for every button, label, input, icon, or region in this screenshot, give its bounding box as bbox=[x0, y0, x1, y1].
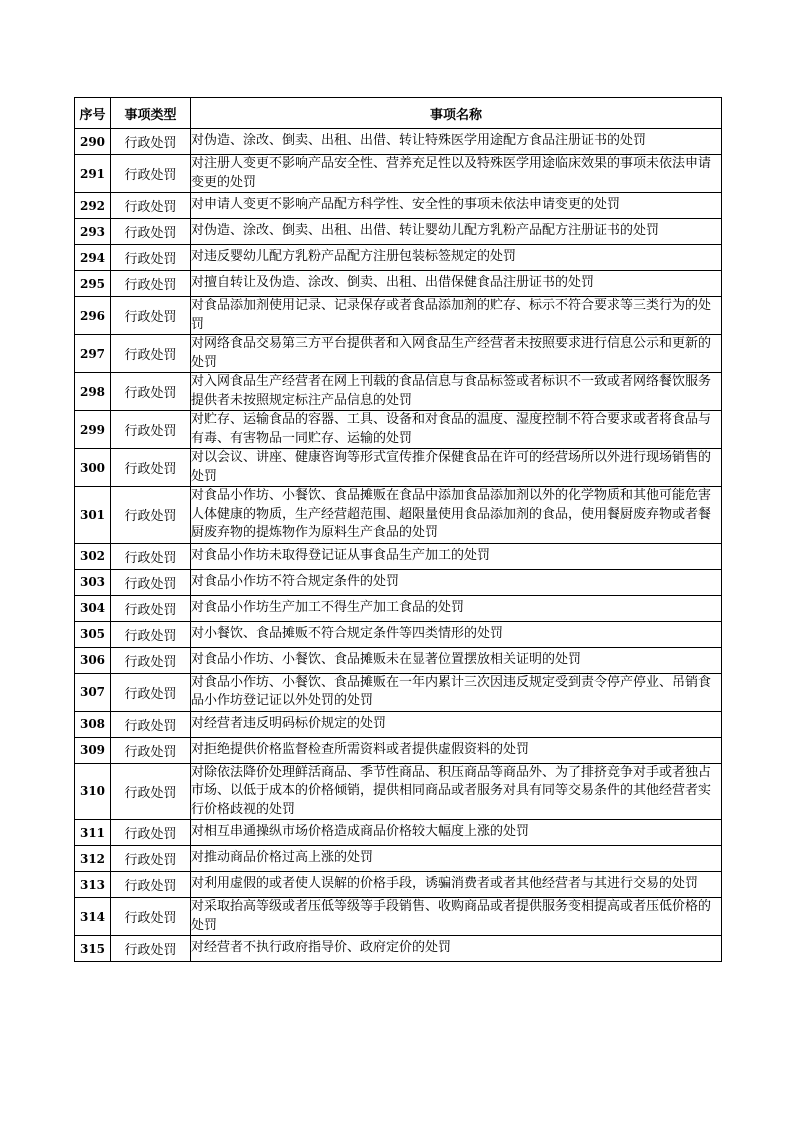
row-number: 297 bbox=[75, 335, 111, 373]
row-number: 302 bbox=[75, 543, 111, 569]
row-name: 对网络食品交易第三方平台提供者和入网食品生产经营者未按照要求进行信息公示和更新的处罚 bbox=[191, 335, 722, 373]
row-number: 298 bbox=[75, 373, 111, 411]
row-name: 对经营者违反明码标价规定的处罚 bbox=[191, 711, 722, 737]
row-type: 行政处罚 bbox=[111, 155, 191, 193]
table-row bbox=[75, 373, 722, 411]
row-name: 对违反婴幼儿配方乳粉产品配方注册包装标签规定的处罚 bbox=[191, 245, 722, 271]
row-type: 行政处罚 bbox=[111, 411, 191, 449]
row-name: 对食品小作坊、小餐饮、食品摊贩在食品中添加食品添加剂以外的化学物质和其他可能危害人体健康的物质，生产经营超范围、超限量使用食品添加剂的食品，使用餐厨废弃物或者餐厨废弃物的提炼物作为原料生产食品的处罚 bbox=[191, 487, 722, 544]
row-type: 行政处罚 bbox=[111, 449, 191, 487]
row-number: 305 bbox=[75, 621, 111, 647]
row-name: 对相互串通操纵市场价格造成商品价格较大幅度上涨的处罚 bbox=[191, 820, 722, 846]
items-table bbox=[74, 97, 722, 962]
row-type: 行政处罚 bbox=[111, 193, 191, 219]
row-name: 对伪造、涂改、倒卖、出租、出借、转让婴幼儿配方乳粉产品配方注册证书的处罚 bbox=[191, 219, 722, 245]
row-number: 304 bbox=[75, 595, 111, 621]
row-name: 对小餐饮、食品摊贩不符合规定条件等四类情形的处罚 bbox=[191, 621, 722, 647]
row-type: 行政处罚 bbox=[111, 711, 191, 737]
row-number: 311 bbox=[75, 820, 111, 846]
row-name: 对注册人变更不影响产品安全性、营养充足性以及特殊医学用途临床效果的事项未依法申请变更的处罚 bbox=[191, 155, 722, 193]
row-number: 310 bbox=[75, 763, 111, 820]
table-row bbox=[75, 155, 722, 193]
row-name: 对贮存、运输食品的容器、工具、设备和对食品的温度、湿度控制不符合要求或者将食品与有毒、有害物品一同贮存、运输的处罚 bbox=[191, 411, 722, 449]
row-name: 对食品添加剂使用记录、记录保存或者食品添加剂的贮存、标示不符合要求等三类行为的处罚 bbox=[191, 297, 722, 335]
row-number: 290 bbox=[75, 129, 111, 155]
row-name: 对利用虚假的或者使人误解的价格手段，诱骗消费者或者其他经营者与其进行交易的处罚 bbox=[191, 872, 722, 898]
row-number: 300 bbox=[75, 449, 111, 487]
row-number: 306 bbox=[75, 647, 111, 673]
table-row bbox=[75, 449, 722, 487]
row-name: 对食品小作坊未取得登记证从事食品生产加工的处罚 bbox=[191, 543, 722, 569]
row-type: 行政处罚 bbox=[111, 621, 191, 647]
row-type: 行政处罚 bbox=[111, 595, 191, 621]
table-row bbox=[75, 711, 722, 737]
table-row bbox=[75, 411, 722, 449]
row-name: 对入网食品生产经营者在网上刊载的食品信息与食品标签或者标识不一致或者网络餐饮服务提供者未按照规定标注产品信息的处罚 bbox=[191, 373, 722, 411]
row-number: 293 bbox=[75, 219, 111, 245]
table-row bbox=[75, 820, 722, 846]
row-name: 对食品小作坊生产加工不得生产加工食品的处罚 bbox=[191, 595, 722, 621]
table-header-row bbox=[75, 98, 722, 129]
row-name: 对采取抬高等级或者压低等级等手段销售、收购商品或者提供服务变相提高或者压低价格的处罚 bbox=[191, 898, 722, 936]
row-type: 行政处罚 bbox=[111, 763, 191, 820]
row-type: 行政处罚 bbox=[111, 737, 191, 763]
header-type: 事项类型 bbox=[111, 98, 191, 129]
table-row bbox=[75, 595, 722, 621]
row-number: 301 bbox=[75, 487, 111, 544]
row-type: 行政处罚 bbox=[111, 936, 191, 962]
row-number: 312 bbox=[75, 846, 111, 872]
table-row bbox=[75, 647, 722, 673]
table-row bbox=[75, 898, 722, 936]
row-type: 行政处罚 bbox=[111, 647, 191, 673]
row-number: 299 bbox=[75, 411, 111, 449]
table-row bbox=[75, 543, 722, 569]
row-type: 行政处罚 bbox=[111, 487, 191, 544]
row-name: 对推动商品价格过高上涨的处罚 bbox=[191, 846, 722, 872]
row-name: 对食品小作坊不符合规定条件的处罚 bbox=[191, 569, 722, 595]
header-no: 序号 bbox=[75, 98, 111, 129]
table-row bbox=[75, 487, 722, 544]
table-row bbox=[75, 193, 722, 219]
row-number: 295 bbox=[75, 271, 111, 297]
table-row bbox=[75, 936, 722, 962]
row-name: 对除依法降价处理鲜活商品、季节性商品、积压商品等商品外、为了排挤竞争对手或者独占市场、以低于成本的价格倾销，提供相同商品或者服务对具有同等交易条件的其他经营者实行价格歧视的处罚 bbox=[191, 763, 722, 820]
row-name: 对食品小作坊、小餐饮、食品摊贩在一年内累计三次因违反规定受到责令停产停业、吊销食品小作坊登记证以外处罚的处罚 bbox=[191, 673, 722, 711]
row-type: 行政处罚 bbox=[111, 673, 191, 711]
row-number: 291 bbox=[75, 155, 111, 193]
row-number: 294 bbox=[75, 245, 111, 271]
table-row bbox=[75, 621, 722, 647]
row-number: 303 bbox=[75, 569, 111, 595]
row-number: 308 bbox=[75, 711, 111, 737]
table-body bbox=[75, 129, 722, 962]
row-name: 对申请人变更不影响产品配方科学性、安全性的事项未依法申请变更的处罚 bbox=[191, 193, 722, 219]
table-row bbox=[75, 219, 722, 245]
row-name: 对拒绝提供价格监督检查所需资料或者提供虚假资料的处罚 bbox=[191, 737, 722, 763]
row-type: 行政处罚 bbox=[111, 129, 191, 155]
table-row bbox=[75, 271, 722, 297]
row-number: 307 bbox=[75, 673, 111, 711]
row-number: 292 bbox=[75, 193, 111, 219]
row-type: 行政处罚 bbox=[111, 846, 191, 872]
table-row bbox=[75, 872, 722, 898]
table-row bbox=[75, 335, 722, 373]
table-row bbox=[75, 673, 722, 711]
row-type: 行政处罚 bbox=[111, 271, 191, 297]
table-row bbox=[75, 297, 722, 335]
row-type: 行政处罚 bbox=[111, 820, 191, 846]
table-row bbox=[75, 846, 722, 872]
row-type: 行政处罚 bbox=[111, 543, 191, 569]
row-type: 行政处罚 bbox=[111, 335, 191, 373]
row-type: 行政处罚 bbox=[111, 219, 191, 245]
row-name: 对食品小作坊、小餐饮、食品摊贩未在显著位置摆放相关证明的处罚 bbox=[191, 647, 722, 673]
row-name: 对擅自转让及伪造、涂改、倒卖、出租、出借保健食品注册证书的处罚 bbox=[191, 271, 722, 297]
row-type: 行政处罚 bbox=[111, 898, 191, 936]
row-name: 对经营者不执行政府指导价、政府定价的处罚 bbox=[191, 936, 722, 962]
table-row bbox=[75, 737, 722, 763]
row-type: 行政处罚 bbox=[111, 872, 191, 898]
table-row bbox=[75, 763, 722, 820]
row-type: 行政处罚 bbox=[111, 297, 191, 335]
row-type: 行政处罚 bbox=[111, 569, 191, 595]
row-number: 314 bbox=[75, 898, 111, 936]
header-name: 事项名称 bbox=[191, 98, 722, 129]
table-row bbox=[75, 569, 722, 595]
row-name: 对以会议、讲座、健康咨询等形式宣传推介保健食品在许可的经营场所以外进行现场销售的处罚 bbox=[191, 449, 722, 487]
row-number: 309 bbox=[75, 737, 111, 763]
table-row bbox=[75, 129, 722, 155]
table-row bbox=[75, 245, 722, 271]
row-type: 行政处罚 bbox=[111, 373, 191, 411]
row-type: 行政处罚 bbox=[111, 245, 191, 271]
row-number: 313 bbox=[75, 872, 111, 898]
row-number: 315 bbox=[75, 936, 111, 962]
row-number: 296 bbox=[75, 297, 111, 335]
row-name: 对伪造、涂改、倒卖、出租、出借、转让特殊医学用途配方食品注册证书的处罚 bbox=[191, 129, 722, 155]
